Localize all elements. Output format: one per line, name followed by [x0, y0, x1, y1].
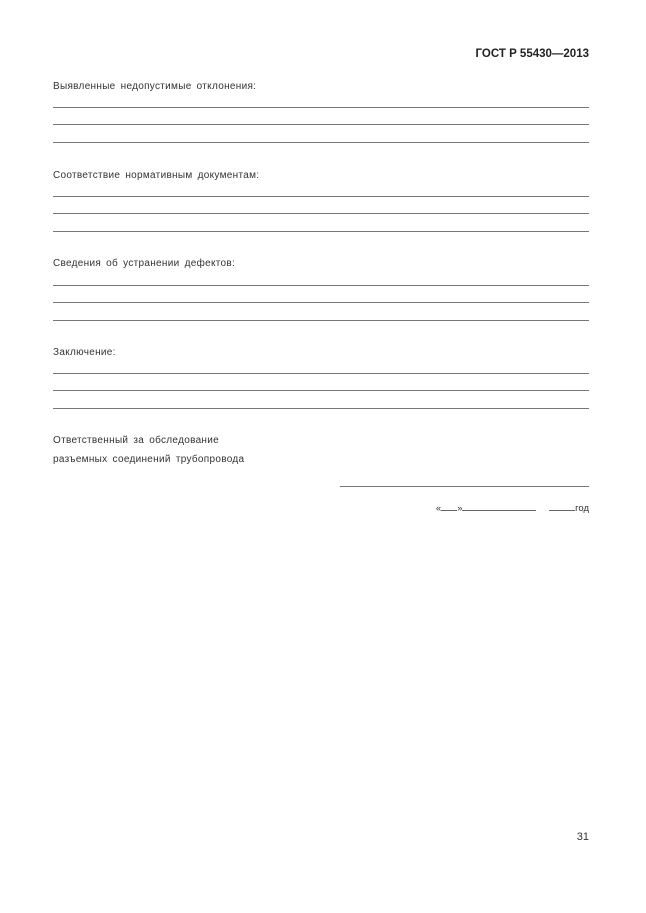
blank-line[interactable] — [53, 196, 589, 197]
section-label-defect-elimination: Сведения об устранении дефектов: — [53, 258, 236, 269]
blank-line[interactable] — [53, 213, 589, 214]
document-standard-number: ГОСТ Р 55430—2013 — [475, 48, 589, 60]
blank-line[interactable] — [53, 408, 589, 409]
date-field[interactable] — [436, 501, 589, 514]
blank-line[interactable] — [53, 320, 589, 321]
section-label-compliance: Соответствие нормативным документам: — [53, 170, 260, 181]
blank-line[interactable] — [53, 390, 589, 391]
blank-line[interactable] — [53, 107, 589, 108]
signature-title-line1: Ответственный за обследование — [53, 435, 220, 446]
day-blank[interactable] — [441, 501, 457, 511]
date-open-quote: « — [435, 503, 442, 514]
signature-line[interactable] — [340, 486, 589, 487]
signature-title-line2: разъемных соединений трубопровода — [53, 454, 245, 465]
year-blank[interactable] — [549, 501, 575, 511]
year-suffix: год — [575, 503, 589, 514]
section-label-conclusion: Заключение: — [53, 347, 116, 358]
blank-line[interactable] — [53, 124, 589, 125]
page-number: 31 — [576, 831, 589, 843]
blank-line[interactable] — [53, 231, 589, 232]
blank-line[interactable] — [53, 285, 589, 286]
date-close-quote: » — [457, 503, 463, 514]
month-blank[interactable] — [462, 501, 536, 511]
section-label-deviations: Выявленные недопустимые отклонения: — [53, 81, 257, 92]
blank-line[interactable] — [53, 142, 589, 143]
blank-line[interactable] — [53, 302, 589, 303]
blank-line[interactable] — [53, 373, 589, 374]
